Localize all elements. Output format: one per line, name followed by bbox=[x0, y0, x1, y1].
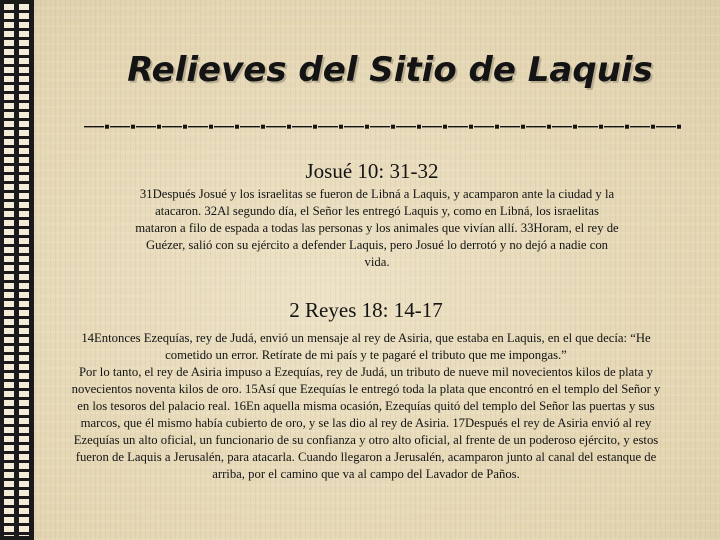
divider-dash bbox=[110, 126, 130, 127]
film-strip-border bbox=[0, 0, 34, 540]
divider-dash bbox=[162, 126, 182, 127]
divider-dash bbox=[318, 126, 338, 127]
divider-dash bbox=[370, 126, 390, 127]
divider-dash bbox=[656, 126, 676, 127]
passage-text: 31Después Josué y los israelitas se fueron de Libná a Laquis, y acamparon ante la ciudad y la atacaron. 32Al segundo día, el Señor les entregó Laquis y, como en Libná, los israelitas mataron a filo de espada a todas las personas y los animales que vivían allí. 33Horam, el rey de Guézer, salió con su ejército a defender Laquis, pero Josué lo derrotó y no dejó a nadie con vida. bbox=[135, 187, 619, 269]
scripture-reference-kings: 2 Reyes 18: 14-17 bbox=[289, 298, 443, 322]
divider-dash bbox=[578, 126, 598, 127]
divider-dash bbox=[630, 126, 650, 127]
divider-dash bbox=[396, 126, 416, 127]
divider-dash bbox=[240, 126, 260, 127]
divider-dash bbox=[84, 126, 104, 127]
divider-dot bbox=[209, 125, 213, 129]
divider-dot bbox=[547, 125, 551, 129]
divider-dot bbox=[365, 125, 369, 129]
divider-dash bbox=[500, 126, 520, 127]
divider-dot bbox=[157, 125, 161, 129]
divider-dot bbox=[573, 125, 577, 129]
divider-dash bbox=[526, 126, 546, 127]
scripture-reference-joshua: Josué 10: 31-32 bbox=[305, 159, 439, 183]
divider-dot bbox=[599, 125, 603, 129]
divider-dot bbox=[391, 125, 395, 129]
divider-dash bbox=[552, 126, 572, 127]
scripture-passage-joshua bbox=[134, 186, 620, 271]
divider-dot bbox=[677, 125, 681, 129]
ornamental-divider bbox=[84, 120, 696, 134]
passage-paragraph-2: Por lo tanto, el rey de Asiria impuso a Ezequías, rey de Judá, un tributo de nueve mil novecientos kilos de plata y novecientos noventa kilos de oro. 15Así que Ezequías le entregó toda la plata que encontró en el templo del Señor y en los tesoros del palacio real. 16En aquella misma ocasión, Ezequías quitó del templo del Señor las puertas y sus marcos, que él mismo había cubierto de oro, y se las dio al rey de Asiria. 17Después el rey de Asiria envió al rey Ezequías un alto oficial, un funcionario de su confianza y otro alto oficial, al frente de un poderoso ejército, y estos fueron de Laquis a Jerusalén, para atacarla. Cuando llegaron a Jerusalén, acamparon junto al canal del estanque de arriba, por el camino que va al campo del Lavador de Paños. bbox=[71, 365, 661, 481]
film-strip-column-left bbox=[4, 4, 14, 536]
slide-title: Relieves del Sitio de Laquis bbox=[127, 50, 653, 90]
divider-dot bbox=[625, 125, 629, 129]
divider-dash bbox=[214, 126, 234, 127]
film-strip-column-right bbox=[19, 4, 29, 536]
divider-dot bbox=[183, 125, 187, 129]
divider-dot bbox=[105, 125, 109, 129]
divider-dash bbox=[188, 126, 208, 127]
divider-dash bbox=[422, 126, 442, 127]
divider-dot bbox=[469, 125, 473, 129]
divider-dot bbox=[313, 125, 317, 129]
divider-dot bbox=[235, 125, 239, 129]
divider-dot bbox=[261, 125, 265, 129]
divider-dot bbox=[287, 125, 291, 129]
divider-dot bbox=[495, 125, 499, 129]
divider-dash bbox=[604, 126, 624, 127]
divider-dash bbox=[136, 126, 156, 127]
divider-dot bbox=[521, 125, 525, 129]
divider-dot bbox=[131, 125, 135, 129]
divider-dash bbox=[292, 126, 312, 127]
divider-dot bbox=[417, 125, 421, 129]
passage-paragraph-1: 14Entonces Ezequías, rey de Judá, envió un mensaje al rey de Asiria, que estaba en Laquis, en el que decía: “He cometido un error. Retírate de mi país y te pagaré el tributo que me impongas.” bbox=[81, 331, 651, 362]
divider-dot bbox=[651, 125, 655, 129]
scripture-passage-kings bbox=[66, 330, 666, 483]
divider-dot bbox=[443, 125, 447, 129]
divider-dash bbox=[448, 126, 468, 127]
divider-dot bbox=[339, 125, 343, 129]
divider-dash bbox=[474, 126, 494, 127]
divider-dash bbox=[266, 126, 286, 127]
divider-dash bbox=[344, 126, 364, 127]
